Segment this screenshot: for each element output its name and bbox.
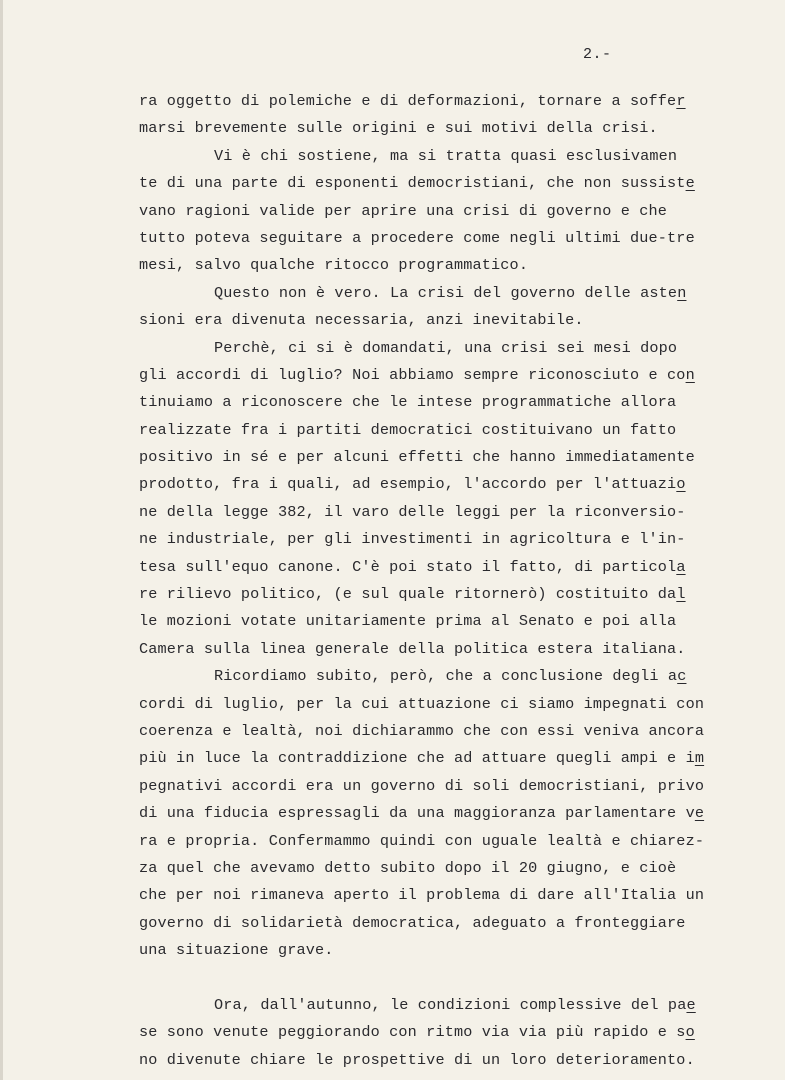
hyphenation-mark: l — [676, 585, 686, 604]
hyphenation-mark: o — [685, 1023, 695, 1042]
text-line — [139, 828, 739, 855]
text-line — [139, 554, 739, 581]
line-text: positivo in sé e per alcuni effetti che hanno immediatamente — [139, 448, 695, 467]
text-line — [139, 198, 739, 225]
line-text: te di una parte di esponenti democristiani, che non sussist — [139, 174, 686, 193]
text-line — [139, 608, 739, 635]
text-line — [139, 718, 739, 745]
hyphenation-mark: r — [676, 92, 686, 110]
line-text: no divenute chiare le prospettive di un loro deterioramento. — [139, 1050, 695, 1069]
text-line — [139, 143, 739, 170]
line-text: Vi è chi sostiene, ma si tratta quasi esclusivamen — [214, 146, 678, 165]
hyphenation-mark: a — [676, 557, 686, 576]
text-line — [139, 225, 739, 252]
text-line — [139, 992, 739, 1019]
paragraph-gap — [139, 965, 739, 992]
text-line — [139, 499, 739, 526]
line-text: le mozioni votate unitariamente prima al Senato e poi alla — [139, 612, 677, 631]
text-line — [139, 526, 739, 553]
line-text: tesa sull'equo canone. C'è poi stato il fatto, di particol — [139, 557, 677, 576]
hyphenation-mark: o — [676, 475, 686, 494]
line-text: gli accordi di luglio? Noi abbiamo sempre riconosciuto e co — [139, 365, 686, 384]
text-line — [139, 170, 739, 197]
text-line — [139, 745, 739, 772]
text-line — [139, 115, 739, 142]
line-text: che per noi rimaneva aperto il problema di dare all'Italia un — [139, 886, 705, 905]
line-text: ne industriale, per gli investimenti in agricoltura e l'in- — [139, 530, 686, 549]
line-text: tinuiamo a riconoscere che le intese programmatiche allora — [139, 393, 677, 412]
line-text: Questo non è vero. La crisi del governo delle aste — [214, 283, 678, 302]
line-text: governo di solidarietà democratica, adeguato a fronteggiare — [139, 913, 686, 932]
hyphenation-mark: n — [677, 283, 687, 302]
page-edge-shadow — [0, 0, 3, 1080]
hyphenation-mark: e — [686, 995, 696, 1014]
line-text: se sono venute peggiorando con ritmo via via più rapido e s — [139, 1023, 686, 1042]
text-line — [139, 581, 739, 608]
line-text: mesi, salvo qualche ritocco programmatico. — [139, 256, 529, 275]
line-text: di una fiducia espressagli da una maggioranza parlamentare v — [139, 804, 695, 823]
text-line — [139, 882, 739, 909]
hyphenation-mark: e — [685, 174, 695, 193]
text-line — [139, 362, 739, 389]
body-text — [139, 88, 739, 1074]
line-text: re rilievo politico, (e sul quale ritornerò) costituito da — [139, 585, 677, 604]
text-line — [139, 636, 739, 663]
text-line — [139, 691, 739, 718]
text-line — [139, 471, 739, 498]
line-text: za quel che avevamo detto subito dopo il 20 giugno, e cioè — [139, 858, 677, 877]
line-text: ra oggetto di polemiche e di deformazioni, tornare a soffe — [139, 92, 677, 110]
text-line — [139, 663, 739, 690]
text-line — [139, 280, 739, 307]
text-line — [139, 800, 739, 827]
text-line — [139, 252, 739, 279]
text-line — [139, 444, 739, 471]
line-text: pegnativi accordi era un governo di soli democristiani, privo — [139, 776, 705, 795]
text-line — [139, 335, 739, 362]
line-text: Ricordiamo subito, però, che a conclusione degli a — [214, 667, 678, 686]
text-line — [139, 389, 739, 416]
hyphenation-mark: e — [694, 804, 705, 823]
line-text: tutto poteva seguitare a procedere come negli ultimi due-tre — [139, 228, 695, 247]
text-line — [139, 88, 739, 115]
line-text: sioni era divenuta necessaria, anzi inevitabile. — [139, 311, 584, 330]
text-line — [139, 1019, 739, 1046]
text-line — [139, 1047, 739, 1074]
line-text: marsi brevemente sulle origini e sui motivi della crisi. — [139, 119, 658, 138]
line-text: più in luce la contraddizione che ad attuare quegli ampi e i — [139, 749, 695, 768]
line-text: ne della legge 382, il varo delle leggi per la riconversio- — [139, 502, 686, 521]
line-text: Ora, dall'autunno, le condizioni complessive del pa — [214, 995, 687, 1014]
text-line — [139, 910, 739, 937]
line-text: Camera sulla linea generale della politica estera italiana. — [139, 639, 686, 658]
text-line — [139, 773, 739, 800]
hyphenation-mark: c — [677, 667, 687, 686]
text-line — [139, 937, 739, 964]
text-line — [139, 307, 739, 334]
page-number: 2.- — [583, 46, 612, 63]
line-text: realizzate fra i partiti democratici costituivano un fatto — [139, 420, 677, 439]
line-text: cordi di luglio, per la cui attuazione ci siamo impegnati con — [139, 694, 705, 713]
text-line — [139, 855, 739, 882]
line-text: Perchè, ci si è domandati, una crisi sei mesi dopo — [214, 338, 678, 357]
hyphenation-mark: m — [694, 749, 705, 768]
line-text: una situazione grave. — [139, 941, 334, 960]
line-text: coerenza e lealtà, noi dichiarammo che con essi veniva ancora — [139, 721, 705, 740]
text-line — [139, 417, 739, 444]
line-text: prodotto, fra i quali, ad esempio, l'accordo per l'attuazi — [139, 475, 677, 494]
line-text: ra e propria. Confermammo quindi con uguale lealtà e chiarez- — [139, 831, 705, 850]
hyphenation-mark: n — [685, 365, 695, 384]
line-text: vano ragioni valide per aprire una crisi di governo e che — [139, 201, 668, 220]
